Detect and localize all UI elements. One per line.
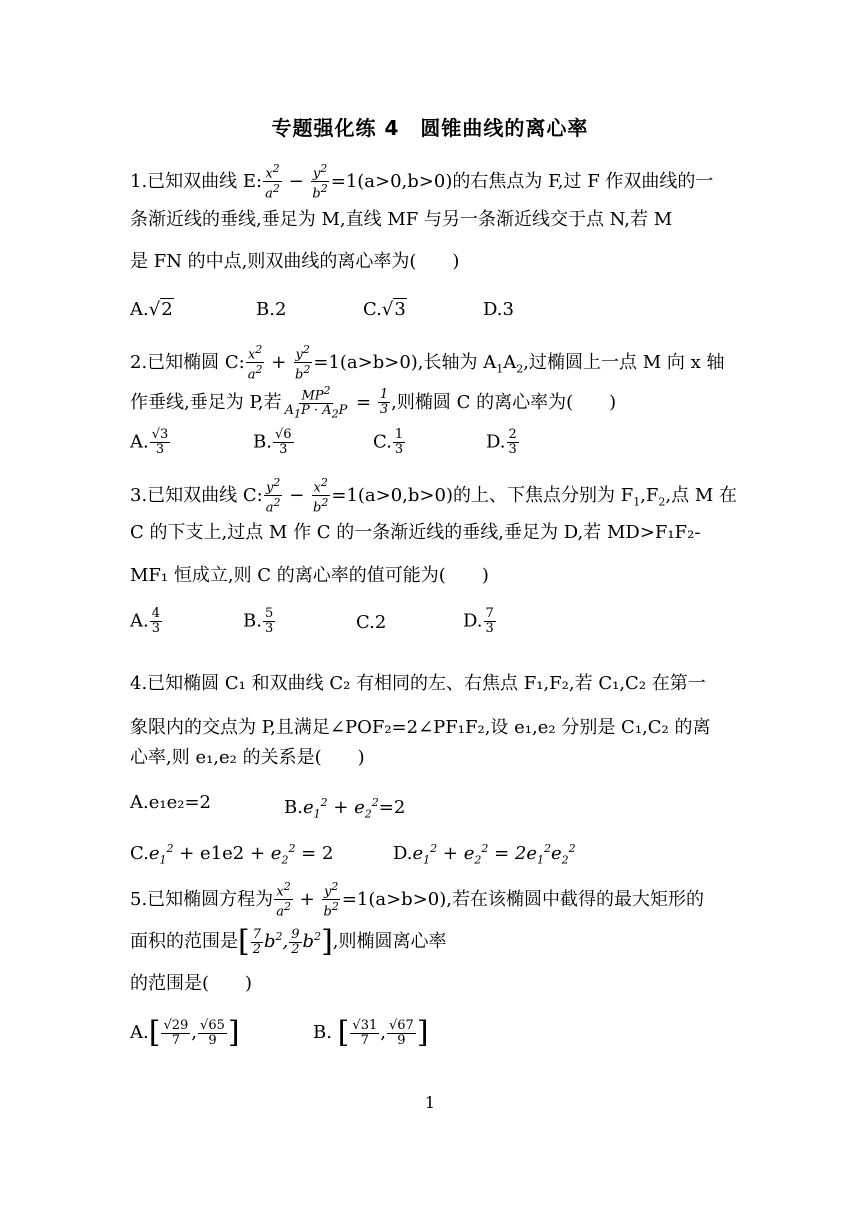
q3-line2: C 的下支上,过点 M 作 C 的一条渐近线的垂线,垂足为 D,若 MD>F₁F₂- [130, 522, 701, 543]
q2-option-b: B. $\frac{√6}{3}$ [253, 427, 292, 457]
q2-option-d: D. $\frac{2}{3}$ [486, 427, 517, 457]
q1-option-b: B.2 [256, 299, 287, 320]
q5-line1: 5.已知椭圆方程为 $\frac{x^2}{a^2}$ + $\frac{y^2}{b^2}$ =1(a>b>0),若在该椭圆中截得的最大矩形的 [130, 880, 704, 920]
q5-option-b: B. [ $\frac{√31}{7}$ , $\frac{√67}{9}$ ] [313, 1015, 429, 1050]
page-title: 专题强化练 4 圆锥曲线的离心率 [271, 116, 589, 140]
q5-option-a: A.[ $\frac{√29}{7}$ , $\frac{√65}{9}$ ] [130, 1015, 240, 1050]
q1-text: 1.已知双曲线 E: [130, 170, 263, 192]
q1-option-d: D.3 [483, 299, 514, 320]
q4-line2: 象限内的交点为 P,且满足∠POF₂=2∠PF₁F₂,设 e₁,e₂ 分别是 C₁,C₂ 的离 [130, 717, 711, 738]
q3-option-c: C.2 [356, 612, 387, 633]
q4-line1: 4.已知椭圆 C₁ 和双曲线 C₂ 有相同的左、右焦点 F₁,F₂,若 C₁,C₂ 在第一 [130, 673, 706, 694]
q1-option-c: C.√3 [363, 299, 406, 320]
q1-line3: 是 FN 的中点,则双曲线的离心率为( ) [130, 251, 460, 272]
q5-line3: 的范围是( ) [130, 973, 253, 994]
q3-option-a: A. $\frac{4}{3}$ [130, 606, 161, 636]
q1-text-cont: =1(a>0,b>0)的右焦点为 F,过 F 作双曲线的一 [330, 170, 714, 192]
q3-option-b: B. $\frac{5}{3}$ [243, 606, 274, 636]
q4-option-c: $C.e_1^2 + e1e2 + e_2^2 = 2$ [130, 842, 334, 867]
q2-option-c: C. $\frac{1}{3}$ [373, 427, 404, 457]
q5-line2: 面积的范围是[ $\frac{7}{2}$ $b^2$, $\frac{9}{2}$ $b^2$],则椭圆离心率 [130, 924, 447, 959]
q4-line3: 心率,则 e₁,e₂ 的关系是( ) [130, 747, 365, 768]
q4-option-b: $B.e_1^2 + e_2^2=2$ [284, 796, 406, 821]
q4-option-a: A.e₁e₂=2 [130, 792, 211, 813]
q2-line1: 2.已知椭圆 C: $\frac{x^2}{a^2}$ + $\frac{y^2}{b^2}$ =1(a>b>0),长轴为 $A_1A_2$,过椭圆上一点 M 向 x 轴 [130, 343, 725, 383]
q3-line3: MF₁ 恒成立,则 C 的离心率的值可能为( ) [130, 565, 489, 586]
q1-line2: 条渐近线的垂线,垂足为 M,直线 MF 与另一条渐近线交于点 N,若 M [130, 209, 673, 230]
page-number: 1 [424, 1093, 436, 1112]
q4-option-d: $D.e_1^2 + e_2^2 = 2e_1^2e_2^2$ [393, 842, 576, 867]
q1-line1: 1.已知双曲线 E: $\frac{x^2}{a^2}$ − $\frac{y^2}{b^2}$ =1(a>0,b>0)的右焦点为 F,过 F 作双曲线的一 [130, 162, 714, 202]
q2-line2: 作垂线,垂足为 P,若 $\frac{MP^2}{A_1P \cdot A_2P}$ = $\frac{1}{3}$ ,则椭圆 C 的离心率为( ) [130, 384, 617, 421]
q1-option-a: A.√2 [130, 299, 173, 320]
q2-option-a: A. $\frac{√3}{3}$ [130, 427, 169, 457]
q3-option-d: D. $\frac{7}{3}$ [463, 606, 494, 636]
q3-line1: 3.已知双曲线 C: $\frac{y^2}{a^2}$ − $\frac{x^2}{b^2}$ =1(a>0,b>0)的上、下焦点分别为 $F_1,F_2$,点 M 在 [130, 476, 738, 516]
